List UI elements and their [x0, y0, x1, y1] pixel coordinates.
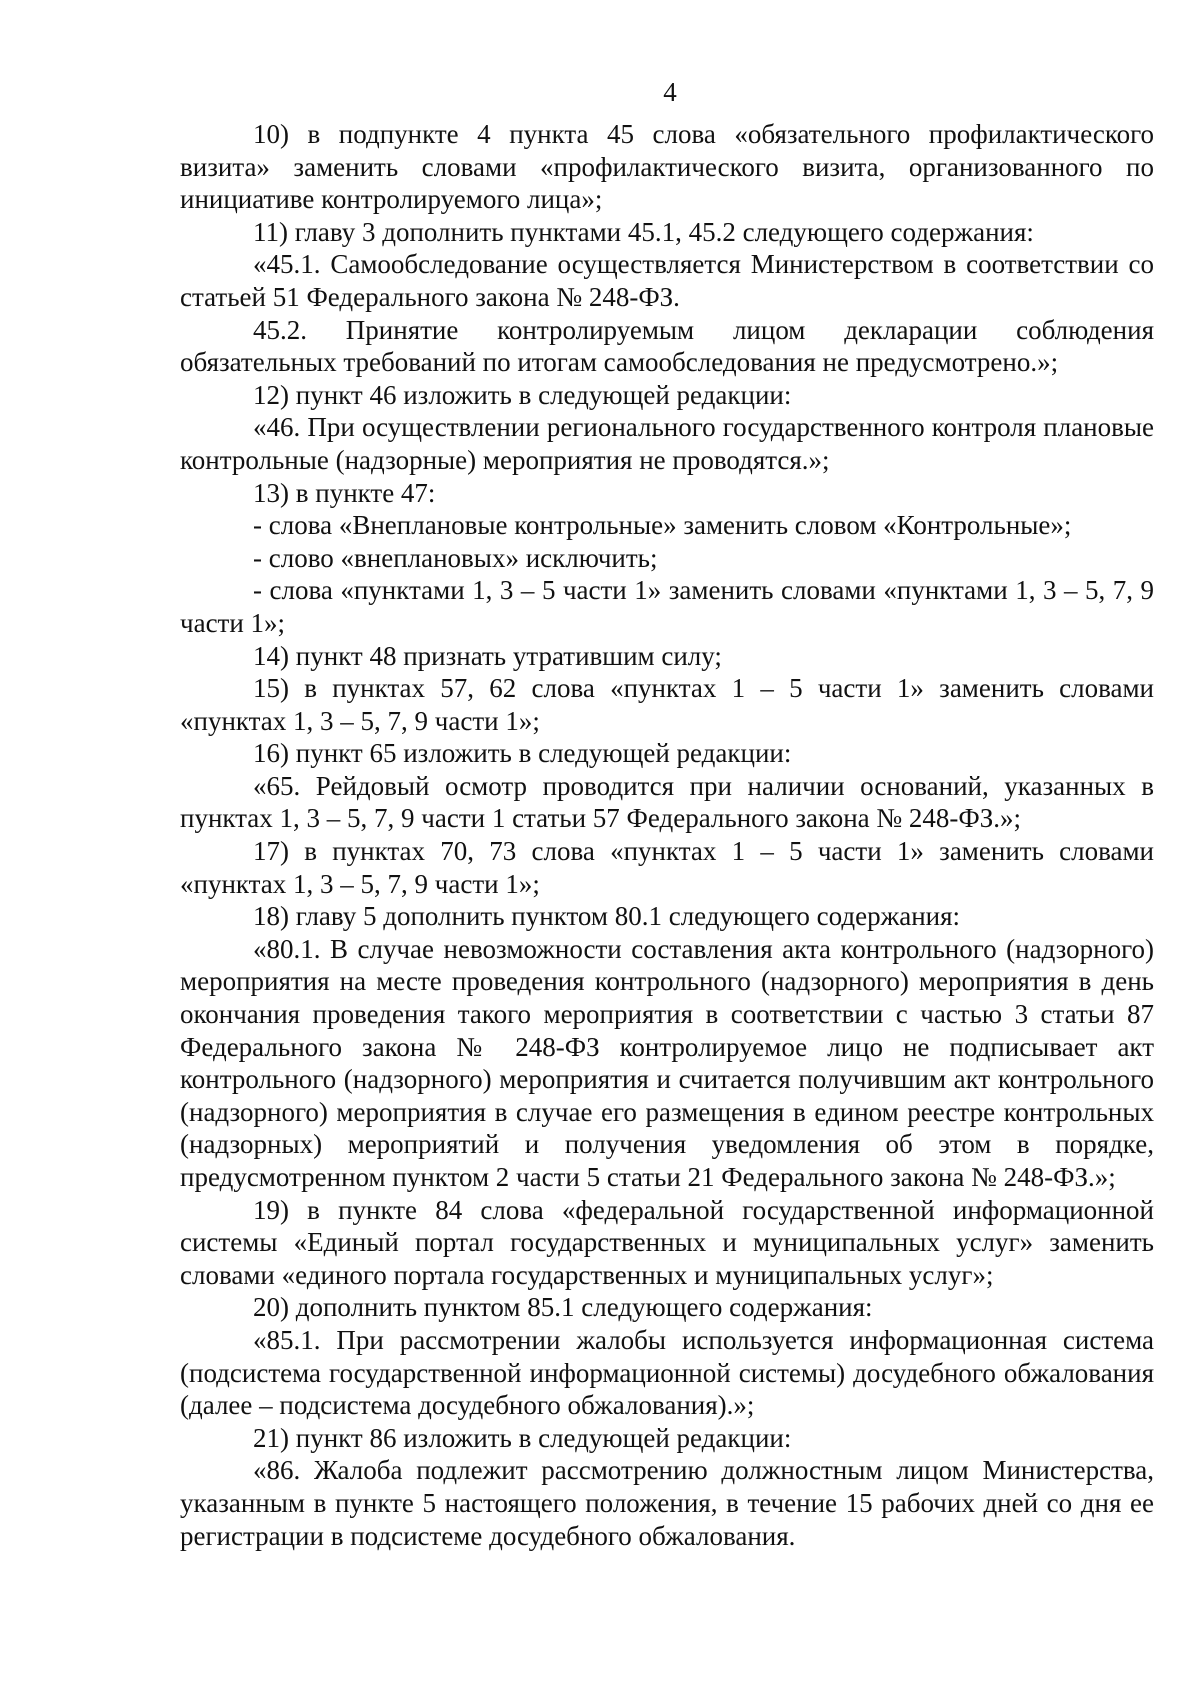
paragraph-item-14: 14) пункт 48 признать утратившим силу;	[253, 640, 722, 671]
document-body	[180, 118, 1154, 1552]
paragraph-clause-65: «65. Рейдовый осмотр проводится при наличии оснований, указанных в пунктах 1, 3 – 5, 7, 9 части 1 статьи 57 Федерального закона № 248-ФЗ.»;	[180, 770, 1154, 834]
paragraph-clause-80-1: «80.1. В случае невозможности составления акта контрольного (надзорного) мероприятия на месте проведения контрольного (надзорного) мероприятия в день окончания проведения такого мероприятия в соответствии с частью 3 статьи 87 Федерального закона № 248-ФЗ контролируемое лицо не подписывает акт контрольного (надзорного) мероприятия и считается получившим акт контрольного (надзорного) мероприятия в случае его размещения в едином реестре контрольных (надзорных) мероприятий и получения уведомления об этом в порядке, предусмотренном пунктом 2 части 5 статьи 21 Федерального закона № 248-ФЗ.»;	[180, 933, 1154, 1192]
paragraph-item-15: 15) в пунктах 57, 62 слова «пунктах 1 – 5 части 1» заменить словами «пунктах 1, 3 – 5, 7, 9 части 1»;	[180, 673, 1154, 736]
paragraph-item-16: 16) пункт 65 изложить в следующей редакции:	[253, 738, 792, 769]
paragraph-item-10: 10) в подпункте 4 пункта 45 слова «обязательного профилактического визита» заменить словами «профилактического визита, организованного по инициативе контролируемого лица»;	[180, 119, 1154, 215]
paragraph-clause-86: «86. Жалоба подлежит рассмотрению должностным лицом Министерства, указанным в пункте 5 настоящего положения, в течение 15 рабочих дней со дня ее регистрации в подсистеме досудебного обжалования.	[180, 1455, 1154, 1551]
paragraph-item-17: 17) в пунктах 70, 73 слова «пунктах 1 – 5 части 1» заменить словами «пунктах 1, 3 – 5, 7, 9 части 1»;	[180, 836, 1154, 899]
paragraph-item-18: 18) главу 5 дополнить пунктом 80.1 следующего содержания:	[253, 901, 961, 932]
paragraph-item-21: 21) пункт 86 изложить в следующей редакции:	[253, 1422, 792, 1453]
paragraph-clause-45-1: «45.1. Самообследование осуществляется Министерством в соответствии со статьей 51 Федерального закона № 248-ФЗ.	[180, 249, 1154, 312]
paragraph-clause-85-1: «85.1. При рассмотрении жалобы используется информационная система (подсистема государственной информационной системы) досудебного обжалования (далее – подсистема досудебного обжалования).»;	[180, 1324, 1154, 1421]
paragraph-item-13-dash-1: - слова «Внеплановые контрольные» заменить словом «Контрольные»;	[253, 510, 1072, 541]
paragraph-item-13-dash-2: - слово «внеплановых» исключить;	[253, 542, 658, 573]
paragraph-item-12: 12) пункт 46 изложить в следующей редакции:	[253, 379, 792, 410]
paragraph-item-13: 13) в пункте 47:	[253, 477, 436, 508]
paragraph-item-19: 19) в пункте 84 слова «федеральной государственной информационной системы «Единый портал государственных и муниципальных услуг» заменить словами «единого портала государственных и муниципальных услуг»;	[180, 1194, 1154, 1290]
paragraph-item-20: 20) дополнить пунктом 85.1 следующего содержания:	[253, 1292, 873, 1323]
page-number: 4	[663, 77, 677, 107]
paragraph-item-13-dash-3: - слова «пунктами 1, 3 – 5 части 1» заменить словами «пунктами 1, 3 – 5, 7, 9 части 1»;	[180, 575, 1154, 638]
paragraph-clause-46: «46. При осуществлении регионального государственного контроля плановые контрольные (надзорные) мероприятия не проводятся.»;	[180, 412, 1154, 475]
paragraph-clause-45-2: 45.2. Принятие контролируемым лицом декларации соблюдения обязательных требований по итогам самообследования не предусмотрено.»;	[180, 314, 1154, 378]
paragraph-item-11: 11) главу 3 дополнить пунктами 45.1, 45.2 следующего содержания:	[253, 216, 1034, 247]
